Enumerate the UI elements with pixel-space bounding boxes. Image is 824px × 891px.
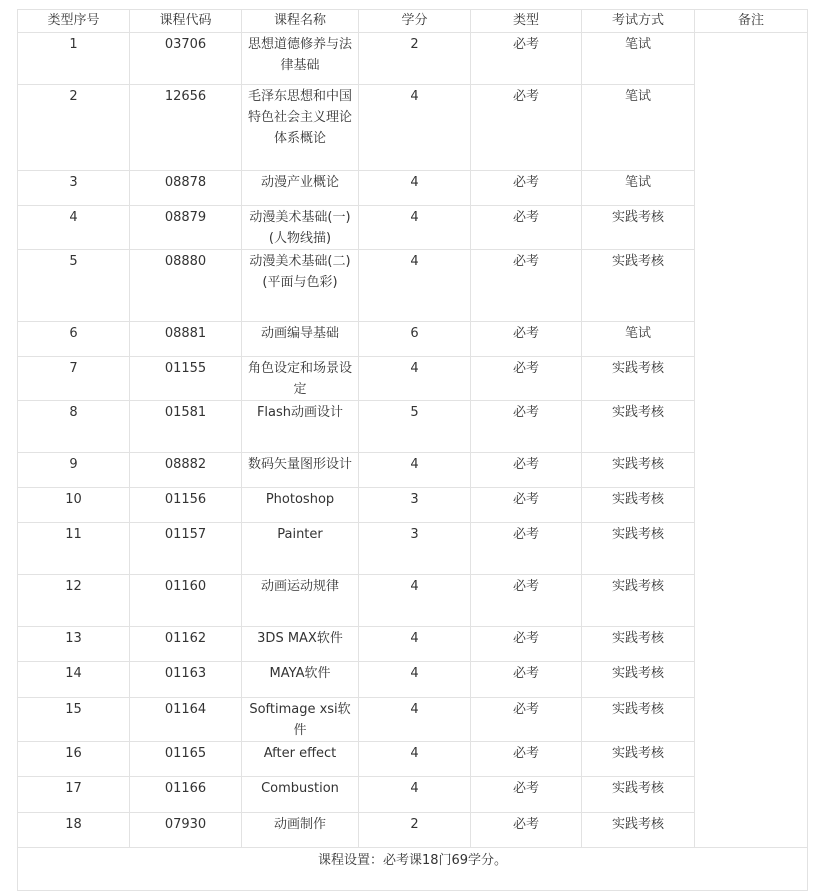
cell-credit: 4	[359, 575, 471, 627]
cell-no: 1	[18, 33, 130, 85]
table-row	[18, 523, 808, 575]
cell-credit: 5	[359, 401, 471, 453]
cell-exam: 实践考核	[582, 742, 695, 777]
cell-no: 14	[18, 662, 130, 698]
table-row	[18, 662, 808, 698]
cell-type: 必考	[471, 523, 582, 575]
cell-exam: 实践考核	[582, 523, 695, 575]
cell-no: 3	[18, 171, 130, 206]
cell-credit: 4	[359, 206, 471, 250]
cell-exam: 实践考核	[582, 575, 695, 627]
cell-credit: 6	[359, 322, 471, 357]
cell-exam: 实践考核	[582, 250, 695, 322]
cell-credit: 3	[359, 523, 471, 575]
cell-name: 动画制作	[242, 813, 359, 848]
cell-code: 01165	[130, 742, 242, 777]
table-row	[18, 171, 808, 206]
cell-credit: 4	[359, 698, 471, 742]
cell-remark	[695, 33, 808, 848]
cell-type: 必考	[471, 250, 582, 322]
cell-credit: 4	[359, 662, 471, 698]
cell-name: Combustion	[242, 777, 359, 813]
cell-code: 08882	[130, 453, 242, 488]
cell-code: 01162	[130, 627, 242, 662]
cell-credit: 4	[359, 627, 471, 662]
cell-no: 18	[18, 813, 130, 848]
cell-credit: 4	[359, 171, 471, 206]
cell-name: Painter	[242, 523, 359, 575]
cell-code: 01166	[130, 777, 242, 813]
cell-code: 01160	[130, 575, 242, 627]
cell-name: 数码矢量图形设计	[242, 453, 359, 488]
table-row	[18, 488, 808, 523]
cell-type: 必考	[471, 401, 582, 453]
cell-name: 思想道德修养与法律基础	[242, 33, 359, 85]
table-row	[18, 698, 808, 742]
cell-exam: 实践考核	[582, 698, 695, 742]
header-name: 课程名称	[242, 10, 359, 33]
cell-credit: 2	[359, 33, 471, 85]
cell-code: 01164	[130, 698, 242, 742]
cell-type: 必考	[471, 813, 582, 848]
cell-name: 动画编导基础	[242, 322, 359, 357]
cell-name: 3DS MAX软件	[242, 627, 359, 662]
cell-exam: 实践考核	[582, 206, 695, 250]
table-row	[18, 33, 808, 85]
cell-type: 必考	[471, 85, 582, 171]
cell-code: 01155	[130, 357, 242, 401]
header-row	[18, 10, 808, 33]
cell-name: Softimage xsi软件	[242, 698, 359, 742]
cell-no: 11	[18, 523, 130, 575]
header-credit: 学分	[359, 10, 471, 33]
cell-credit: 2	[359, 813, 471, 848]
cell-type: 必考	[471, 171, 582, 206]
table-row	[18, 250, 808, 322]
header-type: 类型	[471, 10, 582, 33]
summary-row	[18, 848, 808, 891]
cell-code: 01157	[130, 523, 242, 575]
cell-type: 必考	[471, 777, 582, 813]
table-row	[18, 627, 808, 662]
cell-exam: 笔试	[582, 85, 695, 171]
cell-exam: 实践考核	[582, 777, 695, 813]
cell-code: 12656	[130, 85, 242, 171]
cell-code: 01163	[130, 662, 242, 698]
cell-name: 动漫美术基础(二)(平面与色彩)	[242, 250, 359, 322]
header-code: 课程代码	[130, 10, 242, 33]
cell-exam: 实践考核	[582, 813, 695, 848]
cell-type: 必考	[471, 33, 582, 85]
cell-no: 17	[18, 777, 130, 813]
cell-exam: 实践考核	[582, 401, 695, 453]
cell-code: 08881	[130, 322, 242, 357]
cell-credit: 4	[359, 777, 471, 813]
cell-exam: 笔试	[582, 322, 695, 357]
table-row	[18, 453, 808, 488]
cell-no: 4	[18, 206, 130, 250]
cell-code: 08878	[130, 171, 242, 206]
cell-no: 13	[18, 627, 130, 662]
cell-type: 必考	[471, 627, 582, 662]
summary-text: 课程设置：必考课18门69学分。	[18, 848, 808, 891]
cell-no: 6	[18, 322, 130, 357]
cell-no: 12	[18, 575, 130, 627]
header-remark: 备注	[695, 10, 808, 33]
cell-type: 必考	[471, 206, 582, 250]
table-row	[18, 357, 808, 401]
header-exam: 考试方式	[582, 10, 695, 33]
table-row	[18, 85, 808, 171]
cell-name: 毛泽东思想和中国特色社会主义理论体系概论	[242, 85, 359, 171]
cell-type: 必考	[471, 575, 582, 627]
cell-exam: 实践考核	[582, 662, 695, 698]
cell-type: 必考	[471, 357, 582, 401]
table-row	[18, 742, 808, 777]
cell-no: 16	[18, 742, 130, 777]
cell-name: 动漫美术基础(一)(人物线描)	[242, 206, 359, 250]
cell-exam: 实践考核	[582, 627, 695, 662]
cell-name: 动画运动规律	[242, 575, 359, 627]
cell-credit: 4	[359, 250, 471, 322]
cell-no: 15	[18, 698, 130, 742]
cell-exam: 笔试	[582, 33, 695, 85]
cell-exam: 笔试	[582, 171, 695, 206]
cell-type: 必考	[471, 453, 582, 488]
cell-no: 7	[18, 357, 130, 401]
table-row	[18, 813, 808, 848]
cell-name: Photoshop	[242, 488, 359, 523]
cell-type: 必考	[471, 742, 582, 777]
header-no: 类型序号	[18, 10, 130, 33]
table-row	[18, 575, 808, 627]
cell-credit: 4	[359, 742, 471, 777]
cell-credit: 4	[359, 357, 471, 401]
cell-no: 2	[18, 85, 130, 171]
cell-code: 07930	[130, 813, 242, 848]
cell-code: 08880	[130, 250, 242, 322]
cell-name: After effect	[242, 742, 359, 777]
table-row	[18, 401, 808, 453]
cell-code: 03706	[130, 33, 242, 85]
cell-exam: 实践考核	[582, 357, 695, 401]
cell-no: 8	[18, 401, 130, 453]
cell-code: 01581	[130, 401, 242, 453]
cell-credit: 3	[359, 488, 471, 523]
cell-code: 08879	[130, 206, 242, 250]
cell-name: 角色设定和场景设定	[242, 357, 359, 401]
table-row	[18, 206, 808, 250]
cell-exam: 实践考核	[582, 488, 695, 523]
cell-name: 动漫产业概论	[242, 171, 359, 206]
cell-name: MAYA软件	[242, 662, 359, 698]
cell-type: 必考	[471, 322, 582, 357]
course-table	[17, 9, 808, 891]
cell-type: 必考	[471, 698, 582, 742]
cell-code: 01156	[130, 488, 242, 523]
table-row	[18, 777, 808, 813]
cell-no: 5	[18, 250, 130, 322]
cell-exam: 实践考核	[582, 453, 695, 488]
cell-credit: 4	[359, 453, 471, 488]
cell-type: 必考	[471, 488, 582, 523]
cell-no: 10	[18, 488, 130, 523]
cell-name: Flash动画设计	[242, 401, 359, 453]
cell-no: 9	[18, 453, 130, 488]
cell-type: 必考	[471, 662, 582, 698]
cell-credit: 4	[359, 85, 471, 171]
table-row	[18, 322, 808, 357]
